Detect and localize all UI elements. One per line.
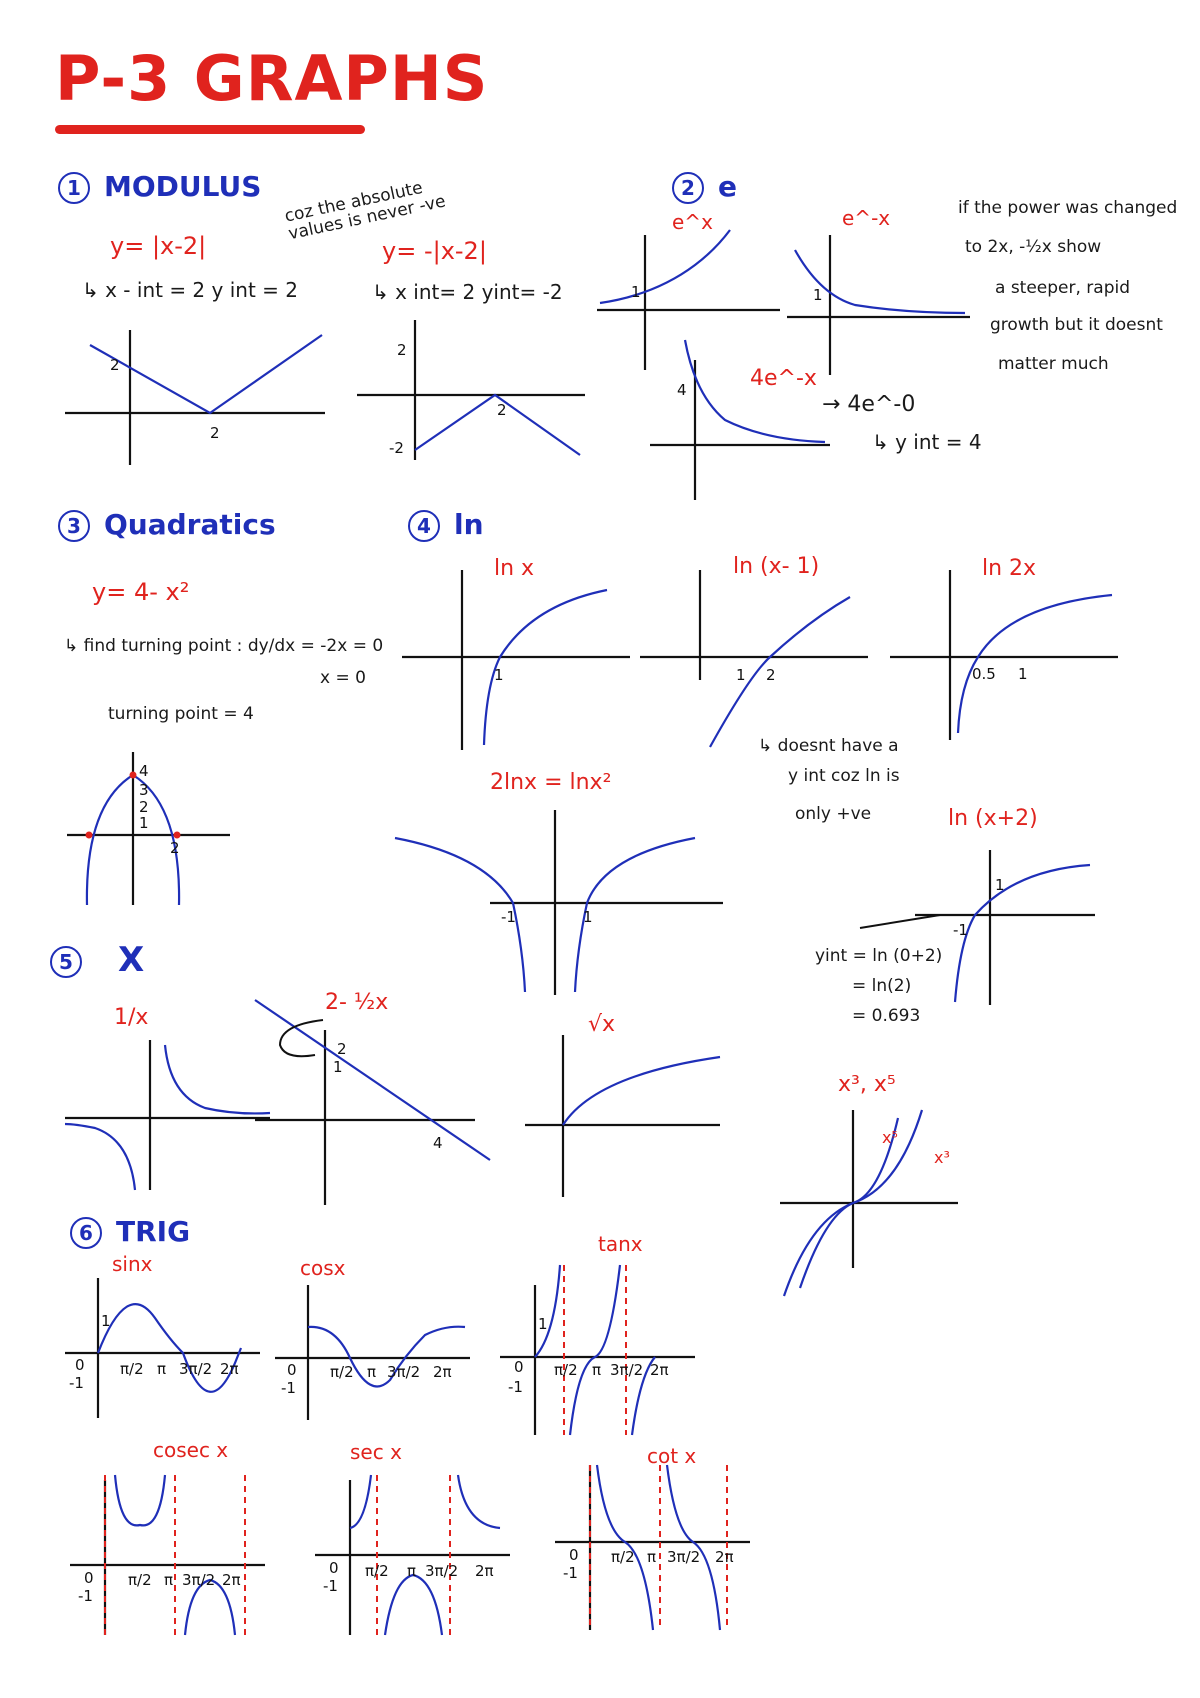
quadratic-eq: y= 4- x² bbox=[92, 578, 190, 606]
tick-label: 1 bbox=[583, 908, 593, 926]
quadratic-note-3: turning point = 4 bbox=[108, 704, 254, 724]
label-sqrt: √x bbox=[588, 1012, 616, 1037]
tick-label: 0 bbox=[75, 1356, 85, 1374]
label-x5: x⁵ bbox=[882, 1128, 898, 1147]
e-arrow-note: → 4e^-0 bbox=[822, 392, 916, 417]
section-x-heading bbox=[50, 940, 144, 980]
graph-modulus-2 bbox=[355, 315, 590, 465]
tick-label: 0 bbox=[329, 1559, 339, 1577]
graph-sqrt bbox=[525, 1035, 725, 1200]
title-underline bbox=[55, 125, 365, 134]
tick-label: 0 bbox=[569, 1546, 579, 1564]
tick-label: π/2 bbox=[120, 1360, 144, 1378]
section-number: 1 bbox=[58, 172, 90, 204]
tick-label: π/2 bbox=[611, 1548, 635, 1566]
ln-note-1: ↳ doesnt have a bbox=[758, 736, 899, 756]
label-cos: cosx bbox=[300, 1256, 346, 1280]
section-title: ln bbox=[454, 508, 484, 541]
tick-label: π/2 bbox=[554, 1361, 578, 1379]
graph-ln-x-minus-1 bbox=[640, 565, 870, 755]
label-e-neg-x: e^-x bbox=[842, 206, 891, 230]
graph-ln-x bbox=[402, 565, 632, 755]
section-title: MODULUS bbox=[104, 170, 262, 203]
label-ln-x-minus-1: ln (x- 1) bbox=[733, 554, 820, 579]
tick-label: 0 bbox=[514, 1358, 524, 1376]
tick-label: π bbox=[407, 1562, 417, 1580]
tick-label: π/2 bbox=[365, 1562, 389, 1580]
tick-label: 1 bbox=[995, 876, 1005, 894]
tick-label: π bbox=[592, 1361, 602, 1379]
ln-yint-2: = ln(2) bbox=[852, 976, 912, 996]
tick-label: -1 bbox=[323, 1577, 338, 1595]
tick-label: 0 bbox=[84, 1569, 94, 1587]
quadratic-note-1: ↳ find turning point : dy/dx = -2x = 0 bbox=[64, 636, 384, 656]
section-number: 5 bbox=[50, 946, 82, 978]
e-side-note-2: to 2x, -½x show bbox=[965, 237, 1102, 257]
label-x3: x³ bbox=[934, 1148, 950, 1167]
tick-label: 1 bbox=[494, 666, 504, 684]
ln-note-3: only +ve bbox=[795, 804, 872, 824]
tick-label: π bbox=[157, 1360, 167, 1378]
graph-4e-neg-x bbox=[645, 340, 835, 505]
modulus-eq1-note: ↳ x - int = 2 y int = 2 bbox=[82, 278, 298, 302]
tick-label: 3π/2 bbox=[610, 1361, 644, 1379]
graph-quadratic bbox=[65, 750, 235, 910]
graph-ln-x-squared bbox=[395, 810, 725, 995]
modulus-eq2-note: ↳ x int= 2 yint= -2 bbox=[372, 280, 563, 304]
tick-label: 4 bbox=[433, 1134, 443, 1152]
tick-label: 2 bbox=[497, 401, 507, 419]
e-side-note-1: if the power was changed bbox=[958, 198, 1178, 218]
label-2lnx: 2lnx = lnx² bbox=[490, 770, 612, 795]
label-ln-2x: ln 2x bbox=[982, 556, 1037, 581]
section-title: X bbox=[118, 940, 145, 980]
tick-label: π bbox=[647, 1548, 657, 1566]
label-sec: sec x bbox=[350, 1440, 402, 1464]
section-title: e bbox=[718, 170, 737, 203]
tick-label: 1 bbox=[139, 814, 149, 832]
graph-modulus-1 bbox=[60, 320, 330, 470]
tick-label: 1 bbox=[631, 283, 641, 301]
tick-label: 2π bbox=[433, 1363, 452, 1381]
section-number: 3 bbox=[58, 510, 90, 542]
graph-odd-powers bbox=[780, 1100, 960, 1300]
graph-sin bbox=[65, 1278, 260, 1423]
section-number: 6 bbox=[70, 1217, 102, 1249]
tick-label: 2π bbox=[220, 1360, 239, 1378]
tick-label: 3π/2 bbox=[667, 1548, 701, 1566]
section-e-heading bbox=[672, 170, 737, 204]
label-cot: cot x bbox=[647, 1444, 697, 1468]
tick-label: 1 bbox=[736, 666, 746, 684]
tick-label: 2π bbox=[715, 1548, 734, 1566]
section-title: TRIG bbox=[116, 1215, 191, 1248]
section-title: Quadratics bbox=[104, 508, 276, 541]
tick-label: π bbox=[367, 1363, 377, 1381]
label-ln-x-plus-2: ln (x+2) bbox=[948, 806, 1038, 831]
tick-label: π bbox=[164, 1571, 174, 1589]
e-side-note-3: a steeper, rapid bbox=[995, 278, 1131, 298]
label-cosec: cosec x bbox=[153, 1438, 229, 1462]
tick-label: 3π/2 bbox=[387, 1363, 421, 1381]
tick-label: -1 bbox=[69, 1374, 84, 1392]
section-modulus-heading bbox=[58, 170, 261, 204]
tick-label: 1 bbox=[333, 1058, 343, 1076]
tick-label: 2π bbox=[650, 1361, 669, 1379]
tick-label: 3π/2 bbox=[179, 1360, 213, 1378]
label-sin: sinx bbox=[112, 1252, 153, 1276]
tick-label: 1 bbox=[538, 1315, 548, 1333]
modulus-eq2: y= -|x-2| bbox=[382, 237, 487, 265]
tick-label: 1 bbox=[1018, 665, 1028, 683]
tick-label: -1 bbox=[953, 921, 968, 939]
ln-yint-3: = 0.693 bbox=[852, 1006, 921, 1026]
tick-label: -1 bbox=[501, 908, 516, 926]
e-side-note-4: growth but it doesnt bbox=[990, 315, 1163, 335]
graph-ln-2x bbox=[890, 565, 1120, 755]
tick-label: 2π bbox=[222, 1571, 241, 1589]
label-reciprocal: 1/x bbox=[114, 1005, 149, 1030]
tick-label: -1 bbox=[281, 1379, 296, 1397]
graph-reciprocal bbox=[65, 1040, 270, 1190]
tick-label: 2 bbox=[397, 341, 407, 359]
modulus-eq1: y= |x-2| bbox=[110, 232, 207, 260]
tick-label: 2 bbox=[170, 839, 180, 857]
tick-label: 0.5 bbox=[972, 665, 996, 683]
ln-yint-1: yint = ln (0+2) bbox=[815, 946, 943, 966]
tick-label: 2 bbox=[210, 424, 220, 442]
graph-sec bbox=[315, 1470, 515, 1640]
tick-label: π/2 bbox=[128, 1571, 152, 1589]
tick-label: 3π/2 bbox=[425, 1562, 459, 1580]
graph-cot bbox=[555, 1460, 750, 1635]
tick-label: 2 bbox=[139, 798, 149, 816]
tick-label: 2 bbox=[110, 356, 120, 374]
e-side-note-5: matter much bbox=[998, 354, 1109, 374]
quadratic-note-2: x = 0 bbox=[320, 668, 366, 688]
tick-label: π/2 bbox=[330, 1363, 354, 1381]
e-yint-note: ↳ y int = 4 bbox=[872, 430, 982, 454]
page-title: P-3 GRAPHS bbox=[55, 42, 489, 115]
graph-tan bbox=[500, 1255, 695, 1440]
graph-cosec bbox=[70, 1470, 265, 1640]
section-number: 2 bbox=[672, 172, 704, 204]
graph-line bbox=[255, 1000, 495, 1210]
tick-label: -1 bbox=[508, 1378, 523, 1396]
tick-label: 3π/2 bbox=[182, 1571, 216, 1589]
section-number: 4 bbox=[408, 510, 440, 542]
graph-cos bbox=[275, 1285, 470, 1425]
section-quadratics-heading bbox=[58, 508, 276, 542]
label-4e-neg-x: 4e^-x bbox=[750, 366, 817, 391]
tick-label: -1 bbox=[563, 1564, 578, 1582]
label-odd-powers: x³, x⁵ bbox=[838, 1072, 896, 1097]
tick-label: 1 bbox=[813, 286, 823, 304]
tick-label: 2π bbox=[475, 1562, 494, 1580]
tick-label: 2 bbox=[337, 1040, 347, 1058]
tick-label: 1 bbox=[101, 1312, 111, 1330]
label-tan: tanx bbox=[598, 1232, 643, 1256]
tick-label: 0 bbox=[287, 1361, 297, 1379]
section-trig-heading bbox=[70, 1215, 190, 1249]
tick-label: -1 bbox=[78, 1587, 93, 1605]
label-ln-x: ln x bbox=[494, 556, 535, 581]
tick-label: 2 bbox=[766, 666, 776, 684]
tick-label: -2 bbox=[389, 439, 404, 457]
label-e-x: e^x bbox=[672, 210, 713, 234]
label-line: 2- ½x bbox=[325, 990, 389, 1015]
modulus-annotation: coz the absolute values is never -ve bbox=[282, 177, 448, 245]
section-ln-heading bbox=[408, 508, 484, 542]
tick-label: 4 bbox=[139, 762, 149, 780]
ln-note-2: y int coz ln is bbox=[788, 766, 900, 786]
tick-label: 4 bbox=[677, 381, 687, 399]
tick-label: 3 bbox=[139, 781, 149, 799]
